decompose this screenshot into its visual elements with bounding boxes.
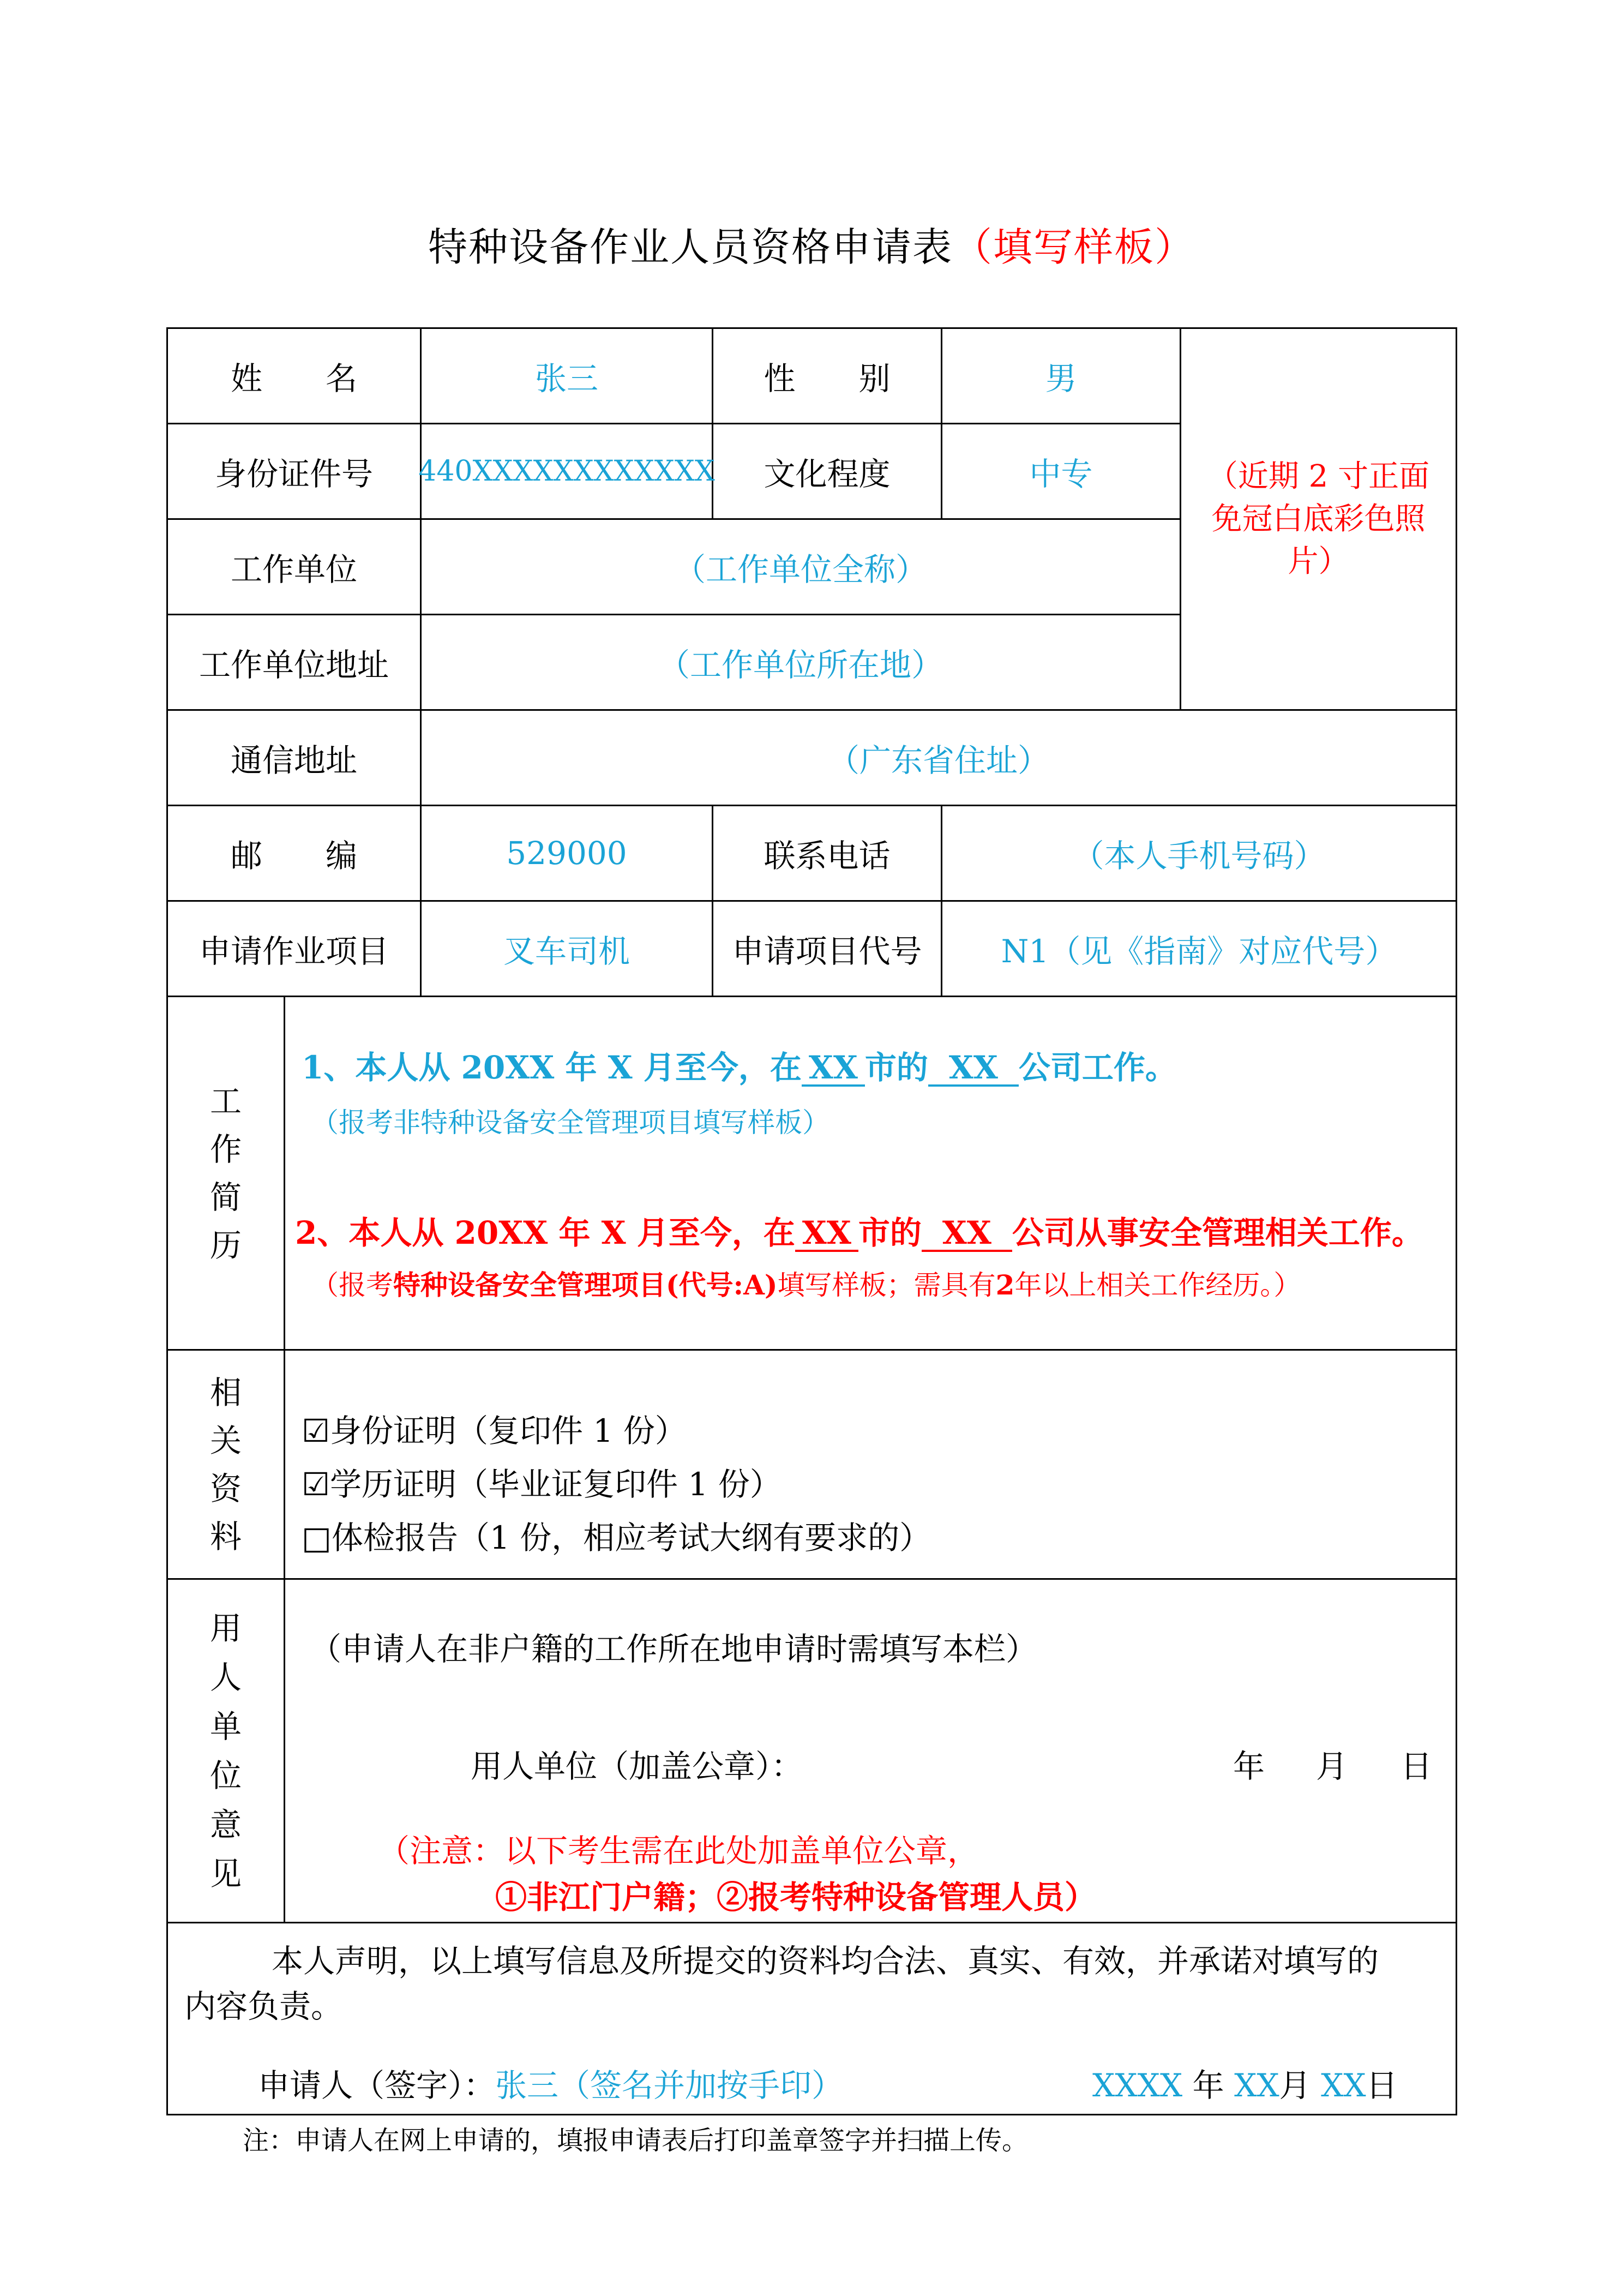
label-postcode: 邮 编 [168,806,422,902]
checkbox-checked-icon[interactable]: ☑ [302,1466,330,1503]
title-suffix: （填写样板） [953,224,1195,270]
value-mail-address: （广东省住址） [422,711,1456,806]
sign-label: 申请人（签字）： [258,2067,496,2104]
value-employer: （工作单位全称） [422,520,1181,615]
material-item: □体检报告（1 份，相应考试大纲有要求的） [302,1519,931,1556]
employer-note-line1: （注意：以下考生需在此处加盖单位公章， [378,1832,979,1869]
value-item: 叉车司机 [422,902,713,997]
application-form [166,327,1457,2115]
label-work-history [168,997,285,1351]
employer-date-day: 日 [1400,1748,1433,1785]
work-history-line1: 1、本人从 20XX 年 X 月至今，在 XX 市的 XX 公司工作。 [302,1049,1177,1086]
declaration [168,1923,1456,2114]
lbl-mat-4: 料 [209,1518,242,1555]
material-item: ☑学历证明（毕业证复印件 1 份） [302,1466,782,1503]
sign-value: 张三（签名并加按手印） [495,2067,844,2104]
decl-month-value: XX [1234,2067,1279,2104]
value-postcode: 529000 [422,806,713,902]
employer-date-year: 年 [1233,1748,1265,1785]
lbl-wh-1: 工 [209,1082,242,1120]
decl-day-label: 日 [1366,2067,1398,2104]
label-id-no: 身份证件号 [168,424,422,520]
materials-content [285,1351,1456,1580]
photo-note-line1: （近期 2 寸正面 [1207,458,1430,494]
label-employer-opinion [168,1580,285,1923]
lbl-eo-1: 用 [209,1609,242,1647]
lbl-eo-6: 见 [209,1855,242,1892]
lbl-wh-3: 简 [209,1178,242,1216]
value-item-code: N1（见《指南》对应代号） [942,902,1456,997]
work-history-content [285,997,1456,1351]
employer-note-line2: ①非江门户籍；②报考特种设备管理人员） [495,1879,1097,1916]
label-phone: 联系电话 [713,806,942,902]
lbl-wh-2: 作 [209,1130,242,1168]
label-employer-address: 工作单位地址 [168,615,422,711]
declaration-line1: 本人声明，以上填写信息及所提交的资料均合法、真实、有效，并承诺对填写的 [272,1943,1379,1980]
lbl-mat-3: 资 [209,1470,242,1507]
decl-day-value: XX [1321,2067,1366,2104]
material-item: ☑身份证明（复印件 1 份） [302,1412,687,1449]
label-materials [168,1351,285,1580]
signature-row [258,2060,843,2106]
photo-area [1181,329,1456,711]
value-gender: 男 [942,329,1181,424]
label-mail-address: 通信地址 [168,711,422,806]
work-history-line2: 2、本人从 20XX 年 X 月至今，在 XX 市的 XX 公司从事安全管理相关工作。 [295,1214,1423,1251]
label-gender: 性 别 [713,329,942,424]
work-history-note2: （报考特种设备安全管理项目(代号:A)填写样板；需具有2年以上相关工作经历。） [311,1269,1301,1301]
title-main: 特种设备作业人员资格申请表 [428,224,953,270]
decl-month-label: 月 [1279,2067,1311,2104]
employer-date-month: 月 [1316,1748,1348,1785]
declaration-date [1092,2060,1398,2106]
lbl-mat-1: 相 [209,1374,242,1411]
decl-year-value: XXXX [1092,2067,1183,2104]
declaration-line2: 内容负责。 [184,1988,343,2025]
value-name: 张三 [422,329,713,424]
decl-year-label: 年 [1192,2067,1224,2104]
lbl-eo-4: 位 [209,1757,242,1794]
employer-seal-label: 用人单位（加盖公章）： [471,1748,803,1785]
employer-opinion-instruction: （申请人在非户籍的工作所在地申请时需填写本栏） [310,1630,1038,1668]
label-item: 申请作业项目 [168,902,422,997]
lbl-mat-2: 关 [209,1422,242,1459]
lbl-eo-2: 人 [209,1658,242,1696]
work-history-note1: （报考非特种设备安全管理项目填写样板） [311,1107,829,1138]
employer-opinion-content [285,1580,1456,1923]
lbl-eo-5: 意 [209,1806,242,1843]
label-name: 姓 名 [168,329,422,424]
label-employer: 工作单位 [168,520,422,615]
checkbox-checked-icon[interactable]: ☑ [302,1412,330,1449]
page-title [0,215,1623,272]
value-employer-address: （工作单位所在地） [422,615,1181,711]
lbl-wh-4: 历 [209,1226,242,1264]
photo-note-line2: 免冠白底彩色照 [1211,501,1426,537]
value-education: 中专 [942,424,1181,520]
label-education: 文化程度 [713,424,942,520]
value-id-no: 440XXXXXXXXXXXX [422,424,713,520]
label-item-code: 申请项目代号 [713,902,942,997]
photo-note-line3: 片） [1288,543,1349,579]
lbl-eo-3: 单 [209,1707,242,1745]
value-phone: （本人手机号码） [942,806,1456,902]
footnote: 注：申请人在网上申请的，填报申请表后打印盖章签字并扫描上传。 [243,2125,1029,2156]
checkbox-empty-icon[interactable]: □ [302,1519,332,1556]
